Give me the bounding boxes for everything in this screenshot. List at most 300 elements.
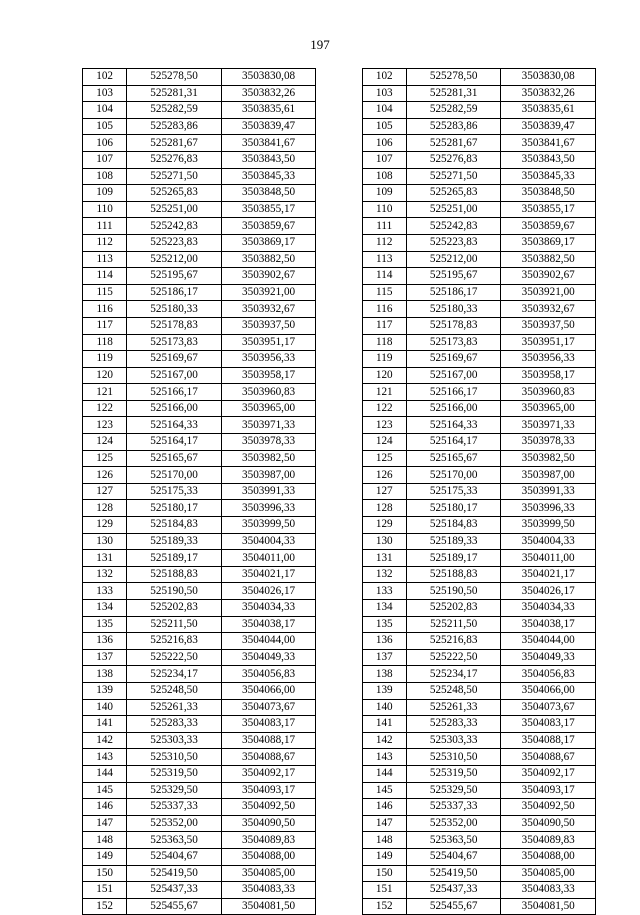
x-coordinate-cell: 525303,33 (406, 732, 501, 749)
gap-cell (316, 268, 362, 285)
point-number-cell: 151 (362, 882, 406, 899)
x-coordinate-cell: 525180,17 (127, 500, 222, 517)
y-coordinate-cell: 3504034,33 (501, 600, 596, 617)
y-coordinate-cell: 3503996,33 (501, 500, 596, 517)
point-number-cell: 137 (362, 649, 406, 666)
y-coordinate-cell: 3504011,00 (501, 550, 596, 567)
x-coordinate-cell: 525212,00 (127, 251, 222, 268)
point-number-cell: 131 (83, 550, 127, 567)
x-coordinate-cell: 525352,00 (127, 815, 222, 832)
y-coordinate-cell: 3503965,00 (501, 400, 596, 417)
point-number-cell: 138 (83, 666, 127, 683)
x-coordinate-cell: 525352,00 (406, 815, 501, 832)
point-number-cell: 150 (362, 865, 406, 882)
coordinates-table-body (83, 69, 596, 915)
y-coordinate-cell: 3503855,17 (501, 201, 596, 218)
gap-cell (316, 118, 362, 135)
point-number-cell: 123 (83, 417, 127, 434)
point-number-cell: 148 (362, 832, 406, 849)
x-coordinate-cell: 525265,83 (127, 185, 222, 202)
y-coordinate-cell: 3504088,00 (501, 848, 596, 865)
gap-cell (316, 151, 362, 168)
y-coordinate-cell: 3504081,50 (501, 898, 596, 915)
x-coordinate-cell: 525169,67 (127, 351, 222, 368)
x-coordinate-cell: 525319,50 (406, 765, 501, 782)
y-coordinate-cell: 3504021,17 (221, 566, 316, 583)
gap-cell (316, 699, 362, 716)
point-number-cell: 144 (362, 765, 406, 782)
y-coordinate-cell: 3504088,17 (501, 732, 596, 749)
x-coordinate-cell: 525211,50 (127, 616, 222, 633)
y-coordinate-cell: 3504044,00 (501, 633, 596, 650)
x-coordinate-cell: 525281,67 (127, 135, 222, 152)
point-number-cell: 109 (362, 185, 406, 202)
x-coordinate-cell: 525242,83 (127, 218, 222, 235)
point-number-cell: 110 (83, 201, 127, 218)
x-coordinate-cell: 525178,83 (406, 317, 501, 334)
table-row (83, 799, 596, 816)
x-coordinate-cell: 525281,31 (127, 85, 222, 102)
point-number-cell: 141 (83, 716, 127, 733)
point-number-cell: 137 (83, 649, 127, 666)
table-row (83, 102, 596, 119)
point-number-cell: 119 (83, 351, 127, 368)
y-coordinate-cell: 3504092,50 (221, 799, 316, 816)
table-row (83, 583, 596, 600)
y-coordinate-cell: 3503835,61 (221, 102, 316, 119)
x-coordinate-cell: 525363,50 (406, 832, 501, 849)
y-coordinate-cell: 3503960,83 (221, 384, 316, 401)
point-number-cell: 124 (362, 434, 406, 451)
gap-cell (316, 848, 362, 865)
y-coordinate-cell: 3503830,08 (501, 69, 596, 86)
gap-cell (316, 434, 362, 451)
table-row (83, 284, 596, 301)
table-row (83, 749, 596, 766)
y-coordinate-cell: 3504083,33 (501, 882, 596, 899)
y-coordinate-cell: 3503882,50 (501, 251, 596, 268)
x-coordinate-cell: 525167,00 (406, 367, 501, 384)
point-number-cell: 106 (83, 135, 127, 152)
table-row (83, 500, 596, 517)
table-row (83, 201, 596, 218)
gap-cell (316, 517, 362, 534)
y-coordinate-cell: 3504083,17 (501, 716, 596, 733)
y-coordinate-cell: 3504004,33 (221, 533, 316, 550)
gap-cell (316, 600, 362, 617)
x-coordinate-cell: 525251,00 (406, 201, 501, 218)
point-number-cell: 148 (83, 832, 127, 849)
y-coordinate-cell: 3503996,33 (221, 500, 316, 517)
point-number-cell: 129 (362, 517, 406, 534)
point-number-cell: 130 (362, 533, 406, 550)
x-coordinate-cell: 525271,50 (127, 168, 222, 185)
y-coordinate-cell: 3503902,67 (221, 268, 316, 285)
y-coordinate-cell: 3503999,50 (501, 517, 596, 534)
y-coordinate-cell: 3504088,00 (221, 848, 316, 865)
gap-cell (316, 417, 362, 434)
gap-cell (316, 633, 362, 650)
x-coordinate-cell: 525283,33 (127, 716, 222, 733)
point-number-cell: 122 (83, 400, 127, 417)
table-row (83, 334, 596, 351)
gap-cell (316, 732, 362, 749)
y-coordinate-cell: 3504056,83 (221, 666, 316, 683)
gap-cell (316, 301, 362, 318)
x-coordinate-cell: 525186,17 (127, 284, 222, 301)
point-number-cell: 117 (362, 317, 406, 334)
gap-cell (316, 749, 362, 766)
y-coordinate-cell: 3504088,67 (501, 749, 596, 766)
y-coordinate-cell: 3503991,33 (221, 483, 316, 500)
y-coordinate-cell: 3504090,50 (501, 815, 596, 832)
x-coordinate-cell: 525170,00 (127, 467, 222, 484)
gap-cell (316, 616, 362, 633)
y-coordinate-cell: 3503956,33 (501, 351, 596, 368)
x-coordinate-cell: 525211,50 (406, 616, 501, 633)
x-coordinate-cell: 525455,67 (406, 898, 501, 915)
gap-cell (316, 898, 362, 915)
point-number-cell: 140 (83, 699, 127, 716)
gap-cell (316, 450, 362, 467)
point-number-cell: 149 (83, 848, 127, 865)
gap-cell (316, 865, 362, 882)
y-coordinate-cell: 3504090,50 (221, 815, 316, 832)
point-number-cell: 111 (362, 218, 406, 235)
table-row (83, 666, 596, 683)
table-row (83, 566, 596, 583)
y-coordinate-cell: 3503951,17 (501, 334, 596, 351)
x-coordinate-cell: 525173,83 (406, 334, 501, 351)
table-row (83, 467, 596, 484)
x-coordinate-cell: 525166,00 (127, 400, 222, 417)
point-number-cell: 107 (83, 151, 127, 168)
point-number-cell: 134 (83, 600, 127, 617)
gap-cell (316, 566, 362, 583)
x-coordinate-cell: 525261,33 (406, 699, 501, 716)
point-number-cell: 106 (362, 135, 406, 152)
point-number-cell: 128 (362, 500, 406, 517)
table-row (83, 151, 596, 168)
x-coordinate-cell: 525363,50 (127, 832, 222, 849)
table-row (83, 268, 596, 285)
y-coordinate-cell: 3504092,50 (501, 799, 596, 816)
x-coordinate-cell: 525283,33 (406, 716, 501, 733)
gap-cell (316, 832, 362, 849)
point-number-cell: 145 (362, 782, 406, 799)
x-coordinate-cell: 525180,33 (406, 301, 501, 318)
y-coordinate-cell: 3503932,67 (501, 301, 596, 318)
y-coordinate-cell: 3503839,47 (221, 118, 316, 135)
y-coordinate-cell: 3503859,67 (501, 218, 596, 235)
point-number-cell: 120 (362, 367, 406, 384)
y-coordinate-cell: 3504049,33 (221, 649, 316, 666)
point-number-cell: 102 (83, 69, 127, 86)
gap-cell (316, 882, 362, 899)
table-row (83, 898, 596, 915)
x-coordinate-cell: 525303,33 (127, 732, 222, 749)
x-coordinate-cell: 525189,17 (406, 550, 501, 567)
y-coordinate-cell: 3503921,00 (501, 284, 596, 301)
point-number-cell: 146 (83, 799, 127, 816)
y-coordinate-cell: 3504038,17 (221, 616, 316, 633)
point-number-cell: 108 (362, 168, 406, 185)
gap-cell (316, 351, 362, 368)
point-number-cell: 152 (362, 898, 406, 915)
y-coordinate-cell: 3503869,17 (221, 234, 316, 251)
point-number-cell: 147 (362, 815, 406, 832)
y-coordinate-cell: 3504049,33 (501, 649, 596, 666)
y-coordinate-cell: 3503921,00 (221, 284, 316, 301)
x-coordinate-cell: 525189,33 (406, 533, 501, 550)
x-coordinate-cell: 525164,17 (406, 434, 501, 451)
table-row (83, 69, 596, 86)
table-row (83, 616, 596, 633)
y-coordinate-cell: 3504092,17 (221, 765, 316, 782)
gap-cell (316, 500, 362, 517)
point-number-cell: 146 (362, 799, 406, 816)
y-coordinate-cell: 3503951,17 (221, 334, 316, 351)
table-row (83, 848, 596, 865)
point-number-cell: 118 (362, 334, 406, 351)
point-number-cell: 107 (362, 151, 406, 168)
gap-cell (316, 334, 362, 351)
gap-cell (316, 317, 362, 334)
point-number-cell: 130 (83, 533, 127, 550)
x-coordinate-cell: 525190,50 (406, 583, 501, 600)
point-number-cell: 103 (362, 85, 406, 102)
x-coordinate-cell: 525222,50 (127, 649, 222, 666)
point-number-cell: 136 (362, 633, 406, 650)
y-coordinate-cell: 3503882,50 (221, 251, 316, 268)
x-coordinate-cell: 525310,50 (127, 749, 222, 766)
y-coordinate-cell: 3503841,67 (221, 135, 316, 152)
point-number-cell: 121 (362, 384, 406, 401)
x-coordinate-cell: 525178,83 (127, 317, 222, 334)
x-coordinate-cell: 525234,17 (127, 666, 222, 683)
table-row (83, 251, 596, 268)
point-number-cell: 103 (83, 85, 127, 102)
y-coordinate-cell: 3503832,26 (501, 85, 596, 102)
table-row (83, 517, 596, 534)
gap-cell (316, 102, 362, 119)
x-coordinate-cell: 525180,17 (406, 500, 501, 517)
x-coordinate-cell: 525234,17 (406, 666, 501, 683)
y-coordinate-cell: 3504092,17 (501, 765, 596, 782)
y-coordinate-cell: 3503978,33 (501, 434, 596, 451)
point-number-cell: 133 (83, 583, 127, 600)
point-number-cell: 115 (83, 284, 127, 301)
x-coordinate-cell: 525310,50 (406, 749, 501, 766)
x-coordinate-cell: 525164,33 (406, 417, 501, 434)
point-number-cell: 123 (362, 417, 406, 434)
y-coordinate-cell: 3503845,33 (501, 168, 596, 185)
gap-cell (316, 533, 362, 550)
point-number-cell: 124 (83, 434, 127, 451)
y-coordinate-cell: 3504085,00 (501, 865, 596, 882)
x-coordinate-cell: 525223,83 (406, 234, 501, 251)
x-coordinate-cell: 525265,83 (406, 185, 501, 202)
y-coordinate-cell: 3503965,00 (221, 400, 316, 417)
gap-cell (316, 234, 362, 251)
page-number: 197 (310, 37, 330, 52)
x-coordinate-cell: 525212,00 (406, 251, 501, 268)
point-number-cell: 132 (83, 566, 127, 583)
y-coordinate-cell: 3504093,17 (221, 782, 316, 799)
gap-cell (316, 168, 362, 185)
table-row (83, 699, 596, 716)
point-number-cell: 142 (362, 732, 406, 749)
y-coordinate-cell: 3503982,50 (501, 450, 596, 467)
table-row (83, 483, 596, 500)
x-coordinate-cell: 525276,83 (127, 151, 222, 168)
point-number-cell: 104 (83, 102, 127, 119)
x-coordinate-cell: 525276,83 (406, 151, 501, 168)
y-coordinate-cell: 3503958,17 (221, 367, 316, 384)
y-coordinate-cell: 3504021,17 (501, 566, 596, 583)
y-coordinate-cell: 3504089,83 (221, 832, 316, 849)
gap-cell (316, 69, 362, 86)
table-row (83, 400, 596, 417)
x-coordinate-cell: 525195,67 (127, 268, 222, 285)
y-coordinate-cell: 3503859,67 (221, 218, 316, 235)
gap-cell (316, 85, 362, 102)
x-coordinate-cell: 525166,00 (406, 400, 501, 417)
x-coordinate-cell: 525165,67 (127, 450, 222, 467)
gap-cell (316, 483, 362, 500)
x-coordinate-cell: 525404,67 (127, 848, 222, 865)
gap-cell (316, 251, 362, 268)
point-number-cell: 135 (83, 616, 127, 633)
x-coordinate-cell: 525437,33 (127, 882, 222, 899)
x-coordinate-cell: 525186,17 (406, 284, 501, 301)
x-coordinate-cell: 525164,17 (127, 434, 222, 451)
point-number-cell: 125 (362, 450, 406, 467)
point-number-cell: 126 (362, 467, 406, 484)
gap-cell (316, 782, 362, 799)
gap-cell (316, 583, 362, 600)
x-coordinate-cell: 525195,67 (406, 268, 501, 285)
y-coordinate-cell: 3504089,83 (501, 832, 596, 849)
y-coordinate-cell: 3503855,17 (221, 201, 316, 218)
table-row (83, 533, 596, 550)
x-coordinate-cell: 525419,50 (406, 865, 501, 882)
x-coordinate-cell: 525283,86 (127, 118, 222, 135)
x-coordinate-cell: 525190,50 (127, 583, 222, 600)
table-row (83, 218, 596, 235)
x-coordinate-cell: 525248,50 (406, 682, 501, 699)
y-coordinate-cell: 3503978,33 (221, 434, 316, 451)
x-coordinate-cell: 525216,83 (406, 633, 501, 650)
y-coordinate-cell: 3504034,33 (221, 600, 316, 617)
point-number-cell: 122 (362, 400, 406, 417)
y-coordinate-cell: 3504038,17 (501, 616, 596, 633)
y-coordinate-cell: 3503848,50 (221, 185, 316, 202)
x-coordinate-cell: 525278,50 (127, 69, 222, 86)
x-coordinate-cell: 525404,67 (406, 848, 501, 865)
table-row (83, 135, 596, 152)
y-coordinate-cell: 3503958,17 (501, 367, 596, 384)
point-number-cell: 114 (83, 268, 127, 285)
y-coordinate-cell: 3503843,50 (501, 151, 596, 168)
y-coordinate-cell: 3504083,17 (221, 716, 316, 733)
y-coordinate-cell: 3503960,83 (501, 384, 596, 401)
point-number-cell: 121 (83, 384, 127, 401)
point-number-cell: 109 (83, 185, 127, 202)
y-coordinate-cell: 3504081,50 (221, 898, 316, 915)
x-coordinate-cell: 525184,83 (127, 517, 222, 534)
y-coordinate-cell: 3504056,83 (501, 666, 596, 683)
point-number-cell: 126 (83, 467, 127, 484)
y-coordinate-cell: 3503848,50 (501, 185, 596, 202)
point-number-cell: 104 (362, 102, 406, 119)
x-coordinate-cell: 525189,17 (127, 550, 222, 567)
point-number-cell: 145 (83, 782, 127, 799)
gap-cell (316, 815, 362, 832)
x-coordinate-cell: 525337,33 (406, 799, 501, 816)
x-coordinate-cell: 525437,33 (406, 882, 501, 899)
x-coordinate-cell: 525173,83 (127, 334, 222, 351)
x-coordinate-cell: 525166,17 (127, 384, 222, 401)
x-coordinate-cell: 525337,33 (127, 799, 222, 816)
table-row (83, 118, 596, 135)
point-number-cell: 112 (362, 234, 406, 251)
y-coordinate-cell: 3503830,08 (221, 69, 316, 86)
point-number-cell: 115 (362, 284, 406, 301)
x-coordinate-cell: 525216,83 (127, 633, 222, 650)
point-number-cell: 102 (362, 69, 406, 86)
point-number-cell: 150 (83, 865, 127, 882)
point-number-cell: 135 (362, 616, 406, 633)
point-number-cell: 149 (362, 848, 406, 865)
point-number-cell: 138 (362, 666, 406, 683)
x-coordinate-cell: 525242,83 (406, 218, 501, 235)
gap-cell (316, 201, 362, 218)
point-number-cell: 114 (362, 268, 406, 285)
point-number-cell: 112 (83, 234, 127, 251)
x-coordinate-cell: 525202,83 (406, 600, 501, 617)
x-coordinate-cell: 525164,33 (127, 417, 222, 434)
point-number-cell: 144 (83, 765, 127, 782)
point-number-cell: 143 (362, 749, 406, 766)
point-number-cell: 116 (83, 301, 127, 318)
y-coordinate-cell: 3503869,17 (501, 234, 596, 251)
x-coordinate-cell: 525165,67 (406, 450, 501, 467)
y-coordinate-cell: 3503937,50 (221, 317, 316, 334)
x-coordinate-cell: 525189,33 (127, 533, 222, 550)
point-number-cell: 151 (83, 882, 127, 899)
y-coordinate-cell: 3503843,50 (221, 151, 316, 168)
table-row (83, 550, 596, 567)
point-number-cell: 139 (83, 682, 127, 699)
x-coordinate-cell: 525223,83 (127, 234, 222, 251)
y-coordinate-cell: 3503987,00 (501, 467, 596, 484)
table-row (83, 600, 596, 617)
table-row (83, 765, 596, 782)
y-coordinate-cell: 3504066,00 (221, 682, 316, 699)
x-coordinate-cell: 525261,33 (127, 699, 222, 716)
gap-cell (316, 799, 362, 816)
y-coordinate-cell: 3504083,33 (221, 882, 316, 899)
gap-cell (316, 716, 362, 733)
gap-cell (316, 367, 362, 384)
gap-cell (316, 666, 362, 683)
gap-cell (316, 765, 362, 782)
point-number-cell: 111 (83, 218, 127, 235)
table-row (83, 882, 596, 899)
table-row (83, 832, 596, 849)
y-coordinate-cell: 3503841,67 (501, 135, 596, 152)
